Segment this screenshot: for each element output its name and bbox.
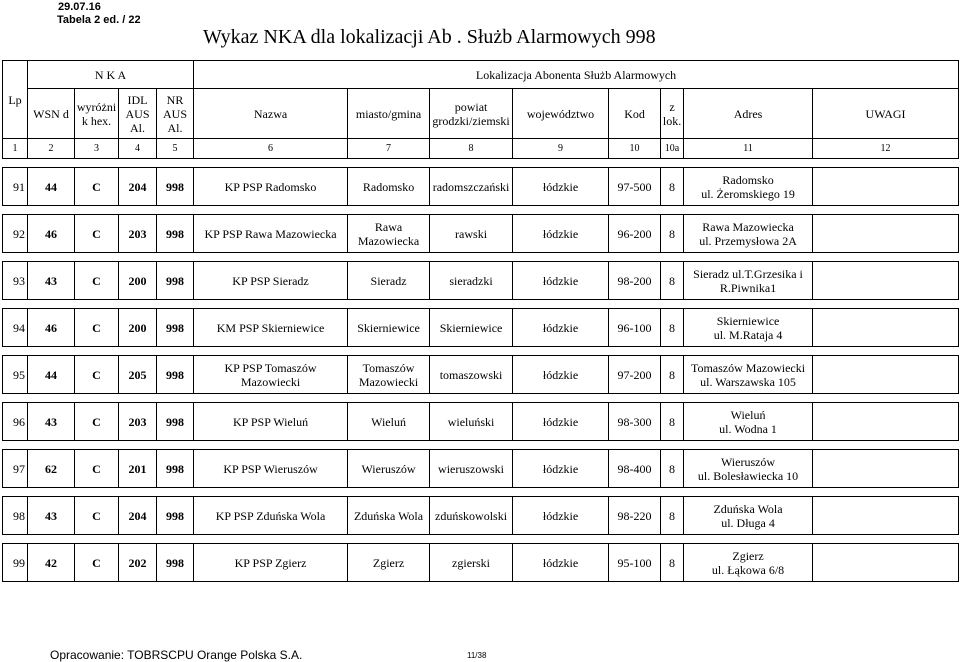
address-line-2: ul. Wodna 1 [719, 421, 777, 436]
cell-z: 8 [661, 403, 684, 441]
cell-nazwa: KM PSP Skierniewice [194, 309, 348, 347]
column-number-cell: 8 [430, 139, 513, 159]
cell-idl: 204 [119, 497, 157, 535]
cell-nr: 998 [157, 450, 194, 488]
table-row [3, 403, 959, 441]
cell-wsn: 42 [28, 544, 75, 582]
cell-idl: 200 [119, 309, 157, 347]
cell-idl: 201 [119, 450, 157, 488]
address-line-2: ul. Przemysłowa 2A [699, 233, 797, 248]
row-separator [3, 441, 959, 450]
cell-wyr: C [75, 544, 119, 582]
cell-nr: 998 [157, 309, 194, 347]
cell-z: 8 [661, 262, 684, 300]
row-separator [3, 253, 959, 262]
document-date: 29.07.16 [58, 1, 101, 13]
address-line-2: ul. Długa 4 [721, 515, 775, 530]
cell-uwagi [813, 403, 959, 441]
cell-lp: 96 [3, 403, 28, 441]
cell-z: 8 [661, 168, 684, 206]
table-row [3, 309, 959, 347]
cell-z: 8 [661, 450, 684, 488]
cell-woj: łódzkie [513, 450, 609, 488]
row-separator [3, 394, 959, 403]
cell-miasto: Zduńska Wola [348, 497, 430, 535]
row-separator [3, 300, 959, 309]
cell-woj: łódzkie [513, 403, 609, 441]
cell-kod: 95-100 [609, 544, 661, 582]
cell-woj: łódzkie [513, 544, 609, 582]
cell-powiat: rawski [430, 215, 513, 253]
header-miasto: miasto/gmina [348, 89, 430, 139]
cell-powiat: tomaszowski [430, 356, 513, 394]
cell-adres [684, 356, 813, 394]
cell-wyr: C [75, 356, 119, 394]
cell-miasto: Skierniewice [348, 309, 430, 347]
column-number-cell: 12 [813, 139, 959, 159]
row-separator-cell [3, 253, 959, 262]
cell-miasto: Wieruszów [348, 450, 430, 488]
cell-nr: 998 [157, 168, 194, 206]
row-separator-cell [3, 488, 959, 497]
cell-idl: 205 [119, 356, 157, 394]
cell-nr: 998 [157, 403, 194, 441]
row-separator-cell [3, 347, 959, 356]
cell-wyr: C [75, 262, 119, 300]
cell-lp: 93 [3, 262, 28, 300]
cell-idl: 204 [119, 168, 157, 206]
address-line-1: Zduńska Wola [713, 501, 783, 516]
cell-kod: 98-220 [609, 497, 661, 535]
address-line-1: Skierniewice [716, 313, 780, 328]
header-zlok: z lok. [661, 89, 684, 139]
cell-lp: 97 [3, 450, 28, 488]
cell-adres [684, 215, 813, 253]
cell-kod: 98-400 [609, 450, 661, 488]
column-numbers-row [3, 139, 959, 159]
page-title: Wykaz NKA dla lokalizacji Ab . Służb Alarmowych 998 [203, 26, 656, 48]
cell-woj: łódzkie [513, 309, 609, 347]
address-line-2: ul. M.Rataja 4 [713, 327, 783, 342]
address-line-1: Rawa Mazowiecka [702, 219, 794, 234]
nka-table [2, 60, 959, 582]
cell-miasto: Sieradz [348, 262, 430, 300]
cell-lp: 95 [3, 356, 28, 394]
cell-adres [684, 544, 813, 582]
header-idl: IDL AUS Al. [119, 89, 157, 139]
cell-powiat: wieruszowski [430, 450, 513, 488]
table-row [3, 450, 959, 488]
table-row [3, 168, 959, 206]
cell-z: 8 [661, 215, 684, 253]
cell-woj: łódzkie [513, 215, 609, 253]
column-number-cell: 9 [513, 139, 609, 159]
cell-nazwa: KP PSP Tomaszów Mazowiecki [194, 356, 348, 394]
table-reference: Tabela 2 ed. / 22 [57, 14, 141, 26]
address-line-1: Radomsko [722, 172, 774, 187]
cell-powiat: zduńskowolski [430, 497, 513, 535]
cell-lp: 94 [3, 309, 28, 347]
cell-adres [684, 450, 813, 488]
row-separator-cell [3, 535, 959, 544]
cell-z: 8 [661, 356, 684, 394]
cell-uwagi [813, 356, 959, 394]
address-line-2: ul. Łąkowa 6/8 [711, 562, 785, 577]
cell-woj: łódzkie [513, 262, 609, 300]
footer-credit: Opracowanie: TOBRSCPU Orange Polska S.A. [50, 648, 303, 662]
cell-woj: łódzkie [513, 168, 609, 206]
column-number-cell: 2 [28, 139, 75, 159]
cell-uwagi [813, 450, 959, 488]
cell-powiat: zgierski [430, 544, 513, 582]
table-row [3, 215, 959, 253]
cell-z: 8 [661, 309, 684, 347]
address-line-1: Wieruszów [720, 454, 776, 469]
row-separator-cell [3, 159, 959, 168]
row-separator [3, 347, 959, 356]
column-number-cell: 5 [157, 139, 194, 159]
header-lp: Lp [3, 61, 28, 139]
cell-wsn: 46 [28, 215, 75, 253]
address-line-2: ul. Bolesławiecka 10 [697, 468, 799, 483]
address-line-2: ul. Żeromskiego 19 [701, 186, 795, 201]
cell-woj: łódzkie [513, 356, 609, 394]
header-adres: Adres [684, 89, 813, 139]
row-separator-cell [3, 206, 959, 215]
cell-lp: 98 [3, 497, 28, 535]
cell-wsn: 44 [28, 168, 75, 206]
cell-nr: 998 [157, 497, 194, 535]
cell-adres [684, 497, 813, 535]
cell-wsn: 46 [28, 309, 75, 347]
cell-nazwa: KP PSP Wieluń [194, 403, 348, 441]
cell-z: 8 [661, 497, 684, 535]
table-row [3, 497, 959, 535]
cell-kod: 97-500 [609, 168, 661, 206]
cell-uwagi [813, 168, 959, 206]
cell-wsn: 44 [28, 356, 75, 394]
cell-uwagi [813, 262, 959, 300]
cell-z: 8 [661, 544, 684, 582]
cell-nazwa: KP PSP Rawa Mazowiecka [194, 215, 348, 253]
header-nka-group: N K A [28, 61, 194, 89]
cell-wsn: 43 [28, 262, 75, 300]
header-powiat: powiat grodzki/ziemski [430, 89, 513, 139]
cell-powiat: radomszczański [430, 168, 513, 206]
cell-miasto: Wieluń [348, 403, 430, 441]
cell-nr: 998 [157, 544, 194, 582]
cell-kod: 97-200 [609, 356, 661, 394]
table-row [3, 356, 959, 394]
row-separator [3, 159, 959, 168]
column-number-cell: 1 [3, 139, 28, 159]
cell-wyr: C [75, 309, 119, 347]
address-line-2: ul. Warszawska 105 [700, 374, 796, 389]
cell-kod: 98-300 [609, 403, 661, 441]
cell-nr: 998 [157, 215, 194, 253]
address-line-1: Sieradz ul.T.Grzesika i [693, 266, 803, 281]
cell-miasto: Zgierz [348, 544, 430, 582]
cell-uwagi [813, 544, 959, 582]
column-number-cell: 10 [609, 139, 661, 159]
row-separator-cell [3, 441, 959, 450]
column-number-cell: 7 [348, 139, 430, 159]
column-number-cell: 3 [75, 139, 119, 159]
column-number-cell: 6 [194, 139, 348, 159]
header-wyrozni: wyróżni k hex. [75, 89, 119, 139]
row-separator-cell [3, 394, 959, 403]
cell-idl: 200 [119, 262, 157, 300]
cell-wyr: C [75, 497, 119, 535]
address-line-1: Tomaszów Mazowiecki [690, 360, 806, 375]
header-nr: NR AUS Al. [157, 89, 194, 139]
cell-nazwa: KP PSP Sieradz [194, 262, 348, 300]
address-line-2: R.Piwnika1 [719, 280, 777, 295]
cell-wsn: 43 [28, 403, 75, 441]
cell-uwagi [813, 309, 959, 347]
cell-adres [684, 262, 813, 300]
cell-nazwa: KP PSP Zduńska Wola [194, 497, 348, 535]
header-wojewodztwo: województwo [513, 89, 609, 139]
row-separator-cell [3, 300, 959, 309]
cell-nazwa: KP PSP Radomsko [194, 168, 348, 206]
cell-uwagi [813, 215, 959, 253]
cell-woj: łódzkie [513, 497, 609, 535]
cell-powiat: Skierniewice [430, 309, 513, 347]
row-separator [3, 488, 959, 497]
header-wsn: WSN d [28, 89, 75, 139]
cell-powiat: sieradzki [430, 262, 513, 300]
cell-lp: 92 [3, 215, 28, 253]
cell-nr: 998 [157, 262, 194, 300]
cell-idl: 203 [119, 215, 157, 253]
cell-wyr: C [75, 215, 119, 253]
cell-nazwa: KP PSP Zgierz [194, 544, 348, 582]
header-kod: Kod [609, 89, 661, 139]
cell-miasto: Radomsko [348, 168, 430, 206]
cell-kod: 96-200 [609, 215, 661, 253]
cell-idl: 203 [119, 403, 157, 441]
header-uwagi: UWAGI [813, 89, 959, 139]
page-number: 11/38 [467, 651, 487, 660]
table-row [3, 262, 959, 300]
header-nazwa: Nazwa [194, 89, 348, 139]
cell-adres [684, 168, 813, 206]
row-separator [3, 535, 959, 544]
cell-kod: 98-200 [609, 262, 661, 300]
cell-nazwa: KP PSP Wieruszów [194, 450, 348, 488]
cell-wsn: 43 [28, 497, 75, 535]
header-location-group: Lokalizacja Abonenta Służb Alarmowych [194, 61, 959, 89]
cell-lp: 99 [3, 544, 28, 582]
address-line-1: Zgierz [732, 548, 764, 563]
cell-wyr: C [75, 450, 119, 488]
cell-wyr: C [75, 168, 119, 206]
cell-wsn: 62 [28, 450, 75, 488]
cell-miasto: Tomaszów Mazowiecki [348, 356, 430, 394]
row-separator [3, 206, 959, 215]
column-number-cell: 10a [661, 139, 684, 159]
cell-idl: 202 [119, 544, 157, 582]
cell-lp: 91 [3, 168, 28, 206]
cell-nr: 998 [157, 356, 194, 394]
column-number-cell: 11 [684, 139, 813, 159]
cell-powiat: wieluński [430, 403, 513, 441]
column-number-cell: 4 [119, 139, 157, 159]
cell-adres [684, 309, 813, 347]
cell-adres [684, 403, 813, 441]
cell-kod: 96-100 [609, 309, 661, 347]
cell-uwagi [813, 497, 959, 535]
cell-wyr: C [75, 403, 119, 441]
cell-miasto: Rawa Mazowiecka [348, 215, 430, 253]
address-line-1: Wieluń [730, 407, 766, 422]
table-row [3, 544, 959, 582]
